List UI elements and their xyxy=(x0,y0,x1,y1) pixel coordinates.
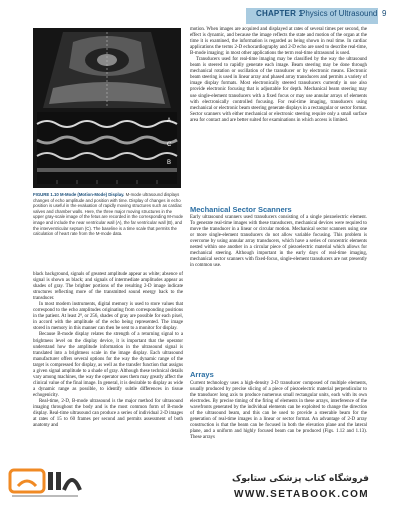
section-heading-arrays: Arrays xyxy=(190,370,214,379)
ultrasound-image xyxy=(33,28,181,188)
section-body-arrays xyxy=(190,381,367,441)
figure-caption xyxy=(33,192,183,237)
footer-persian-text: فروشگاه کتاب پزشکی ستابوک xyxy=(232,474,369,484)
page-number: 9 xyxy=(382,9,387,18)
setabook-logo xyxy=(8,466,82,500)
caption-title: M-Mode (Motion-Mode) Display. xyxy=(60,192,125,197)
section-heading-mechanical-sector-scanners: Mechanical Sector Scanners xyxy=(190,205,292,214)
chapter-title: Physics of Ultrasound xyxy=(300,9,378,18)
paragraph: Real-time, 2-D, B-mode ultrasound is the major method for ultrasound imaging throughout the body and is the most common form of B-mode display. Real-time ultrasound can produce a series of individual 2-D images at rates of 15 to 60 frames per second and permits assessment of both anatomy and xyxy=(33,398,183,429)
paragraph: Transducers used for real-time imaging may be classified by the way the ultrasound beam is steered to rapidly generate each image. Beam steering may be done through mechanical rotation or oscillation of the transducer or by electronic means. Electronic beam steering is used in linear array and phased array transducers and permits a variety of image display formats. Most electronically steered transducers currently in use also provide electronic focusing that is adjustable for depth. Mechanical beam steering may use single-element transducers with a fixed focus or may use annular arrays of elements with electronically controlled focusing. For real-time imaging, transducers using mechanical or electronic beam steering generate displays in a rectangular or sector format. Sector scanners with either mechanical or electronic steering require only a small surface area for contact and are better suited for examinations in which access is limited. xyxy=(190,57,367,123)
caption-label: FIGURE 1.10 xyxy=(33,192,59,197)
svg-text:C: C xyxy=(167,142,172,148)
svg-text:A: A xyxy=(167,118,172,124)
chapter-label: CHAPTER 1 xyxy=(256,9,304,18)
paragraph: Early ultrasound scanners used transducers consisting of a single piezoelectric element. To generate real-time images with these transducers, mechanical devices were required to move the transducer in a linear or circular motion. Mechanical sector scanners using one or more single-element transducers do not allow variable focusing. This problem is overcome by using annular array transducers, which have a series of concentric elements nested within one another in a circular piece of piezoelectric material which allows for mechanical steering. Although important in the early days of real-time imaging, mechanical sector scanners with fixed-focus, single-element transducers are not presently in common use. xyxy=(190,215,367,269)
footer-url[interactable]: WWW.SETABOOK.COM xyxy=(234,489,369,500)
paragraph: Current technology uses a high-density 2-D transducer composed of multiple elements, usually produced by precise slicing of a piece of piezoelectric material perpendicular to the transducer long axis to produce numerous small rectangular units, each with its own electrodes. By precise timing of the firing of elements in these arrays, interference of the wavefronts generated by the individual elements can be exploited to change the direction of the ultrasound beam, and this can be used to provide a steerable beam for the generation of real-time images in a linear or sector format. An advantage of 2-D array construction is that the beam can be focused in both the elevation plane and the lateral plane, and a uniform and highly focused beam can be produced (Figs. 1.12 and 1.13). These arrays xyxy=(190,381,367,441)
paragraph: In most modern instruments, digital memory is used to store values that correspond to the echo amplitudes originating from corresponding positions in the patient. At least 2⁸, or 256, shades of gray are possible for each pixel, in accord with the amplitude of the echo being represented. The image stored in memory in this manner can then be sent to a monitor for display. xyxy=(33,302,183,332)
m-mode-figure-image xyxy=(33,28,181,188)
left-column-text xyxy=(33,272,183,429)
paragraph: Because B-mode display relates the strength of a returning signal to a brightness level on the display device, it is important that the operator understand how the amplitude information in the ultrasound signal is translated into a brightness scale in the image display. Each ultrasound manufacturer offers several options for the way the dynamic range of the target is compressed for display, as well as the transfer function that assigns a given signal amplitude to a shade of gray. Although these technical details vary among machines, the way the operator uses them may greatly affect the clinical value of the final image. In general, it is desirable to display as wide a dynamic range as possible, to identify subtle differences in tissue echogenicity. xyxy=(33,332,183,398)
paragraph: black background, signals of greatest amplitude appear as white; absence of signal is shown as black; and signals of intermediate amplitudes appear as shades of gray. The brighter portions of the resulting 2-D image indicate structures reflecting more of the transmitted sound energy back to the transducer. xyxy=(33,272,183,302)
caption-text: M-mode ultrasound displays changes of echo amplitude and position with time. Display of changes in echo position is useful in the evaluation of rapidly moving structures such as cardiac valves and chamber walls. Here, the three major moving structures in the upper gray-scale image of the fetus are recorded in the corresponding M-mode image and include the near ventricular wall (A), the far ventricular wall (B), and the interventricular septum (C). The baseline is a time scale that permits the calculation of heart rate from the M-mode data. xyxy=(33,192,183,237)
right-column-text xyxy=(190,27,367,124)
svg-text:B: B xyxy=(167,160,172,166)
section-body-mechanical xyxy=(190,215,367,269)
paragraph: motion. When images are acquired and displayed at rates of several times per second, the effect is dynamic, and because the image reflects the state and motion of the organ at the time it is examined, the information is regarded as being shown in real time. In cardiac applications the terms 2-D echocardiography and 2-D echo are used to describe real-time, B-mode imaging; in most other applications the term real-time ultrasound is used. xyxy=(190,27,367,57)
